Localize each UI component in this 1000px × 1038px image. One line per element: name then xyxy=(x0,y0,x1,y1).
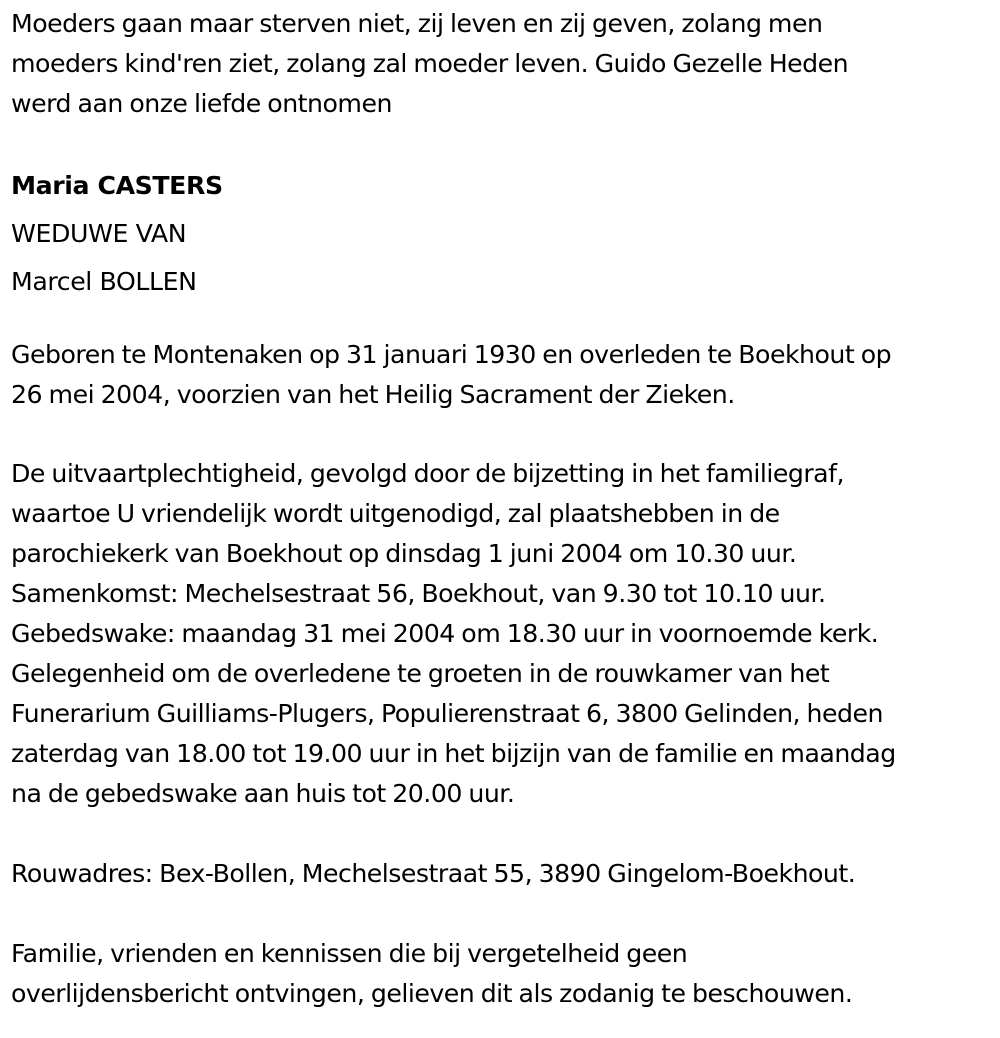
ceremony-line: Gebedswake: maandag 31 mei 2004 om 18.30 uur in voornoemde kerk. xyxy=(11,619,879,648)
quote-line: Moeders gaan maar sterven niet, zij leven en zij geven, zolang men xyxy=(11,9,823,38)
closing-line: Familie, vrienden en kennissen die bij vergetelheid geen xyxy=(11,939,688,968)
closing-line: overlijdensbericht ontvingen, gelieven dit als zodanig te beschouwen. xyxy=(11,979,853,1008)
spouse-name: Marcel BOLLEN xyxy=(11,267,197,296)
mourning-address-line: Rouwadres: Bex-Bollen, Mechelsestraat 55, 3890 Gingelom-Boekhout. xyxy=(11,859,856,888)
ceremony-line: zaterdag van 18.00 tot 19.00 uur in het bijzijn van de familie en maandag xyxy=(11,739,896,768)
birth-death-paragraph xyxy=(11,335,996,415)
quote-line: moeders kind'ren ziet, zolang zal moeder leven. Guido Gezelle Heden xyxy=(11,49,849,78)
relation-label: WEDUWE VAN xyxy=(11,219,187,248)
quote-line: werd aan onze liefde ontnomen xyxy=(11,89,392,118)
ceremony-paragraph xyxy=(11,454,996,814)
memorial-quote xyxy=(11,4,996,124)
ceremony-line: Gelegenheid om de overledene te groeten in de rouwkamer van het xyxy=(11,659,830,688)
obituary-document xyxy=(11,4,996,1014)
closing-paragraph xyxy=(11,934,996,1014)
ceremony-line: Samenkomst: Mechelsestraat 56, Boekhout, van 9.30 tot 10.10 uur. xyxy=(11,579,826,608)
ceremony-line: Funerarium Guilliams-Plugers, Populierenstraat 6, 3800 Gelinden, heden xyxy=(11,699,883,728)
birth-death-line: Geboren te Montenaken op 31 januari 1930 en overleden te Boekhout op xyxy=(11,340,892,369)
ceremony-line: waartoe U vriendelijk wordt uitgenodigd, zal plaatshebben in de xyxy=(11,499,780,528)
birth-death-line: 26 mei 2004, voorzien van het Heilig Sacrament der Zieken. xyxy=(11,380,735,409)
ceremony-line: na de gebedswake aan huis tot 20.00 uur. xyxy=(11,779,515,808)
ceremony-line: De uitvaartplechtigheid, gevolgd door de bijzetting in het familiegraf, xyxy=(11,459,844,488)
deceased-name: Maria CASTERS xyxy=(11,171,223,200)
mourning-address-paragraph xyxy=(11,854,996,894)
ceremony-line: parochiekerk van Boekhout op dinsdag 1 juni 2004 om 10.30 uur. xyxy=(11,539,797,568)
